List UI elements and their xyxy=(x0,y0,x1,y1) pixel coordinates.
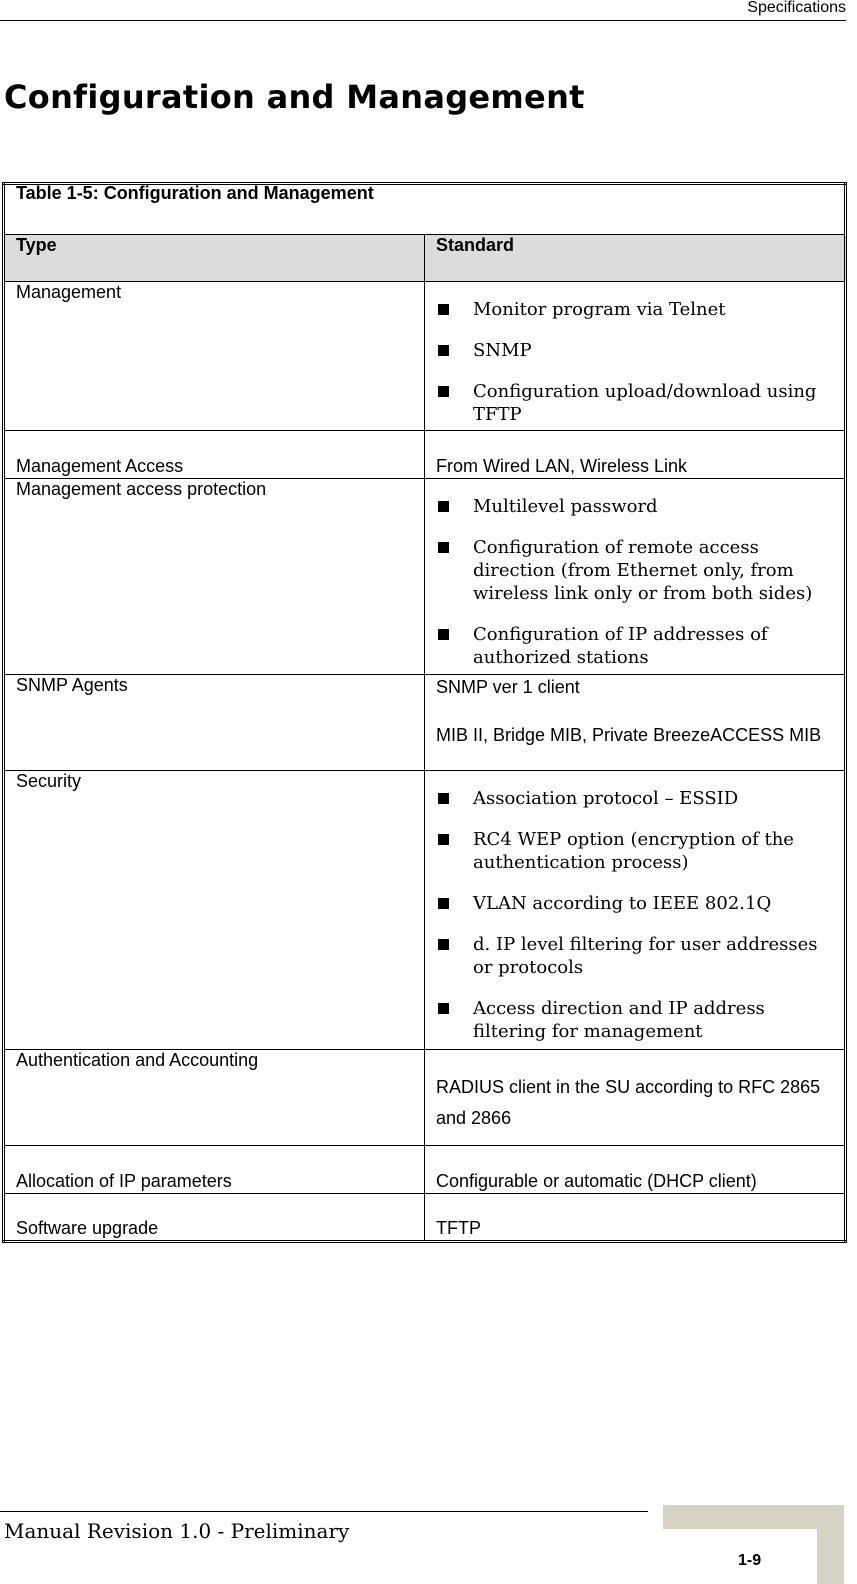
section-label: Specifications xyxy=(747,0,846,16)
column-header-standard: Standard xyxy=(425,235,846,282)
standard-cell xyxy=(425,282,846,431)
type-cell: Management access protection xyxy=(4,479,425,675)
standard-cell xyxy=(425,675,846,771)
page-number-tab xyxy=(663,1505,844,1584)
standard-cell: RADIUS client in the SU according to RFC 2865 and 2866 xyxy=(425,1050,846,1146)
column-header-type: Type xyxy=(4,235,425,282)
list-item: Monitor program via Telnet xyxy=(436,298,833,321)
square-bullet-icon xyxy=(438,345,449,356)
table-row xyxy=(4,771,846,1050)
line-text: SNMP ver 1 client xyxy=(436,677,580,697)
list-item: Access direction and IP address filtering for management xyxy=(436,997,833,1043)
page-number: 1-9 xyxy=(738,1552,762,1569)
standard-cell xyxy=(425,479,846,675)
list-item: d. IP level filtering for user addresses or protocols xyxy=(436,933,833,979)
standard-cell xyxy=(425,771,846,1050)
square-bullet-icon xyxy=(438,304,449,315)
list-item: Configuration of IP addresses of authorized stations xyxy=(436,623,833,669)
type-cell: Management Access xyxy=(4,431,425,479)
square-bullet-icon xyxy=(438,501,449,512)
table-row xyxy=(4,1146,846,1194)
square-bullet-icon xyxy=(438,898,449,909)
table-row xyxy=(4,479,846,675)
type-cell: Software upgrade xyxy=(4,1194,425,1242)
table-row xyxy=(4,431,846,479)
running-header xyxy=(0,0,846,21)
list-item: RC4 WEP option (encryption of the authentication process) xyxy=(436,828,833,874)
standard-cell: Configurable or automatic (DHCP client) xyxy=(425,1146,846,1194)
table-caption: Table 1-5: Configuration and Management xyxy=(4,184,846,235)
list-item: Configuration upload/download using TFTP xyxy=(436,380,833,426)
list-item: Configuration of remote access direction (from Ethernet only, from wireless link only or from both sides) xyxy=(436,536,833,605)
list-item: Association protocol – ESSID xyxy=(436,787,833,810)
type-cell: Authentication and Accounting xyxy=(4,1050,425,1146)
spec-table xyxy=(2,182,847,1243)
square-bullet-icon xyxy=(438,629,449,640)
table-header-row xyxy=(4,235,846,282)
square-bullet-icon xyxy=(438,793,449,804)
table-row xyxy=(4,282,846,431)
square-bullet-icon xyxy=(438,386,449,397)
square-bullet-icon xyxy=(438,542,449,553)
type-cell: Allocation of IP parameters xyxy=(4,1146,425,1194)
type-cell: SNMP Agents xyxy=(4,675,425,771)
square-bullet-icon xyxy=(438,834,449,845)
type-cell: Security xyxy=(4,771,425,1050)
table-row xyxy=(4,1050,846,1146)
type-cell: Management xyxy=(4,282,425,431)
table-row xyxy=(4,1194,846,1242)
line-text: MIB II, Bridge MIB, Private BreezeACCESS MIB xyxy=(436,725,822,745)
list-item: SNMP xyxy=(436,339,833,362)
footer-divider xyxy=(0,1511,648,1512)
footer-revision: Manual Revision 1.0 - Preliminary xyxy=(4,1519,350,1543)
standard-cell: From Wired LAN, Wireless Link xyxy=(425,431,846,479)
square-bullet-icon xyxy=(438,1003,449,1014)
standard-cell: TFTP xyxy=(425,1194,846,1242)
square-bullet-icon xyxy=(438,939,449,950)
table-caption-row xyxy=(4,184,846,235)
table-row xyxy=(4,675,846,771)
list-item: Multilevel password xyxy=(436,495,833,518)
page-title: Configuration and Management xyxy=(4,78,585,116)
list-item: VLAN according to IEEE 802.1Q xyxy=(436,892,833,915)
